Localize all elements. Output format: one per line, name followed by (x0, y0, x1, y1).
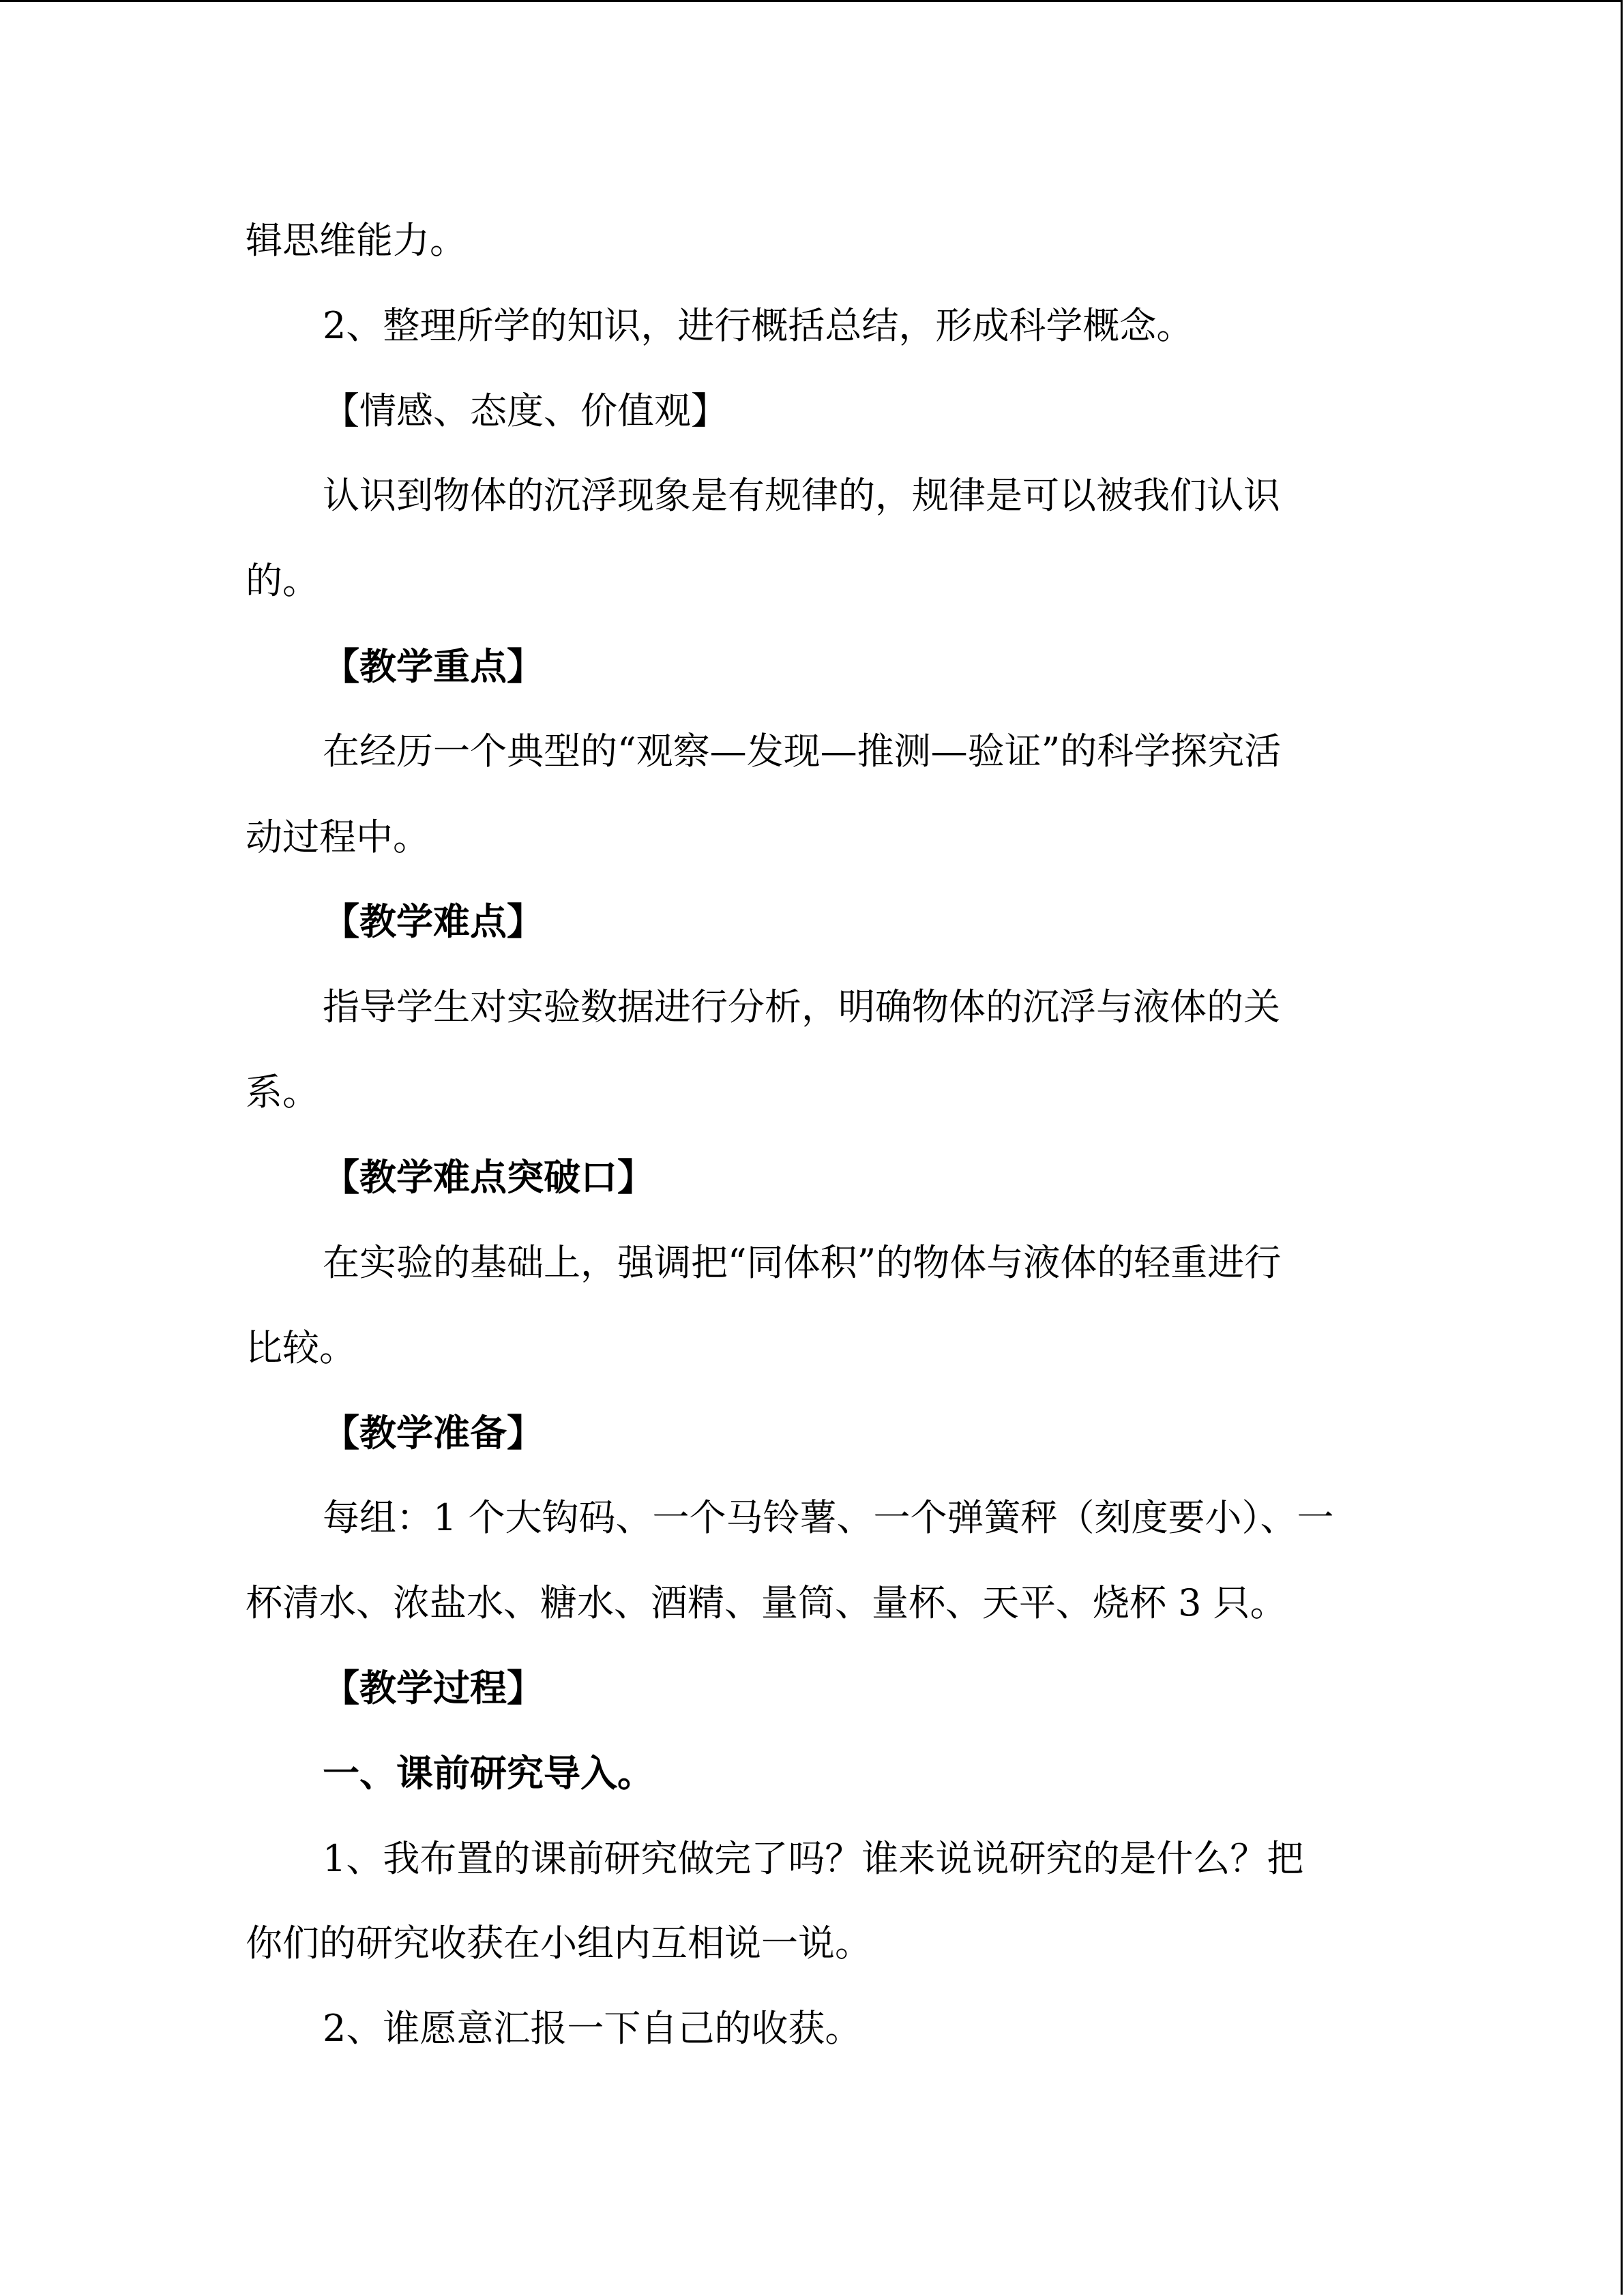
subsection-heading: 一、课前研究导入。 (323, 1752, 654, 1795)
paragraph-line: 系。 (246, 1071, 319, 1114)
paragraph-line: 杯清水、浓盐水、糖水、酒精、量筒、量杯、天平、烧杯 3 只。 (246, 1581, 1287, 1624)
section-heading-breakthrough: 【教学难点突破口】 (323, 1156, 654, 1199)
paragraph-line: 的。 (246, 559, 319, 602)
paragraph-line: 你们的研究收获在小组内互相说一说。 (246, 1922, 872, 1965)
paragraph-line: 动过程中。 (246, 816, 430, 859)
paragraph-line: 认识到物体的沉浮现象是有规律的，规律是可以被我们认识 (323, 474, 1280, 517)
paragraph-line: 每组：1 个大钩码、一个马铃薯、一个弹簧秤（刻度要小）、一 (323, 1496, 1334, 1539)
paragraph-line: 比较。 (246, 1326, 356, 1369)
section-heading-key-points: 【教学重点】 (323, 645, 544, 688)
paragraph-line: 在经历一个典型的“观察—发现—推测—验证”的科学探究活 (323, 730, 1282, 773)
section-heading-preparation: 【教学准备】 (323, 1412, 544, 1455)
paragraph-line: 辑思维能力。 (246, 219, 467, 262)
section-heading-difficulties: 【教学难点】 (323, 900, 544, 943)
paragraph-line: 2、整理所学的知识，进行概括总结，形成科学概念。 (323, 304, 1194, 347)
paragraph-line: 1、我布置的课前研究做完了吗？谁来说说研究的是什么？把 (323, 1837, 1304, 1880)
paragraph-line: 2、谁愿意汇报一下自己的收获。 (323, 2007, 862, 2050)
paragraph-line: 指导学生对实验数据进行分析，明确物体的沉浮与液体的关 (323, 985, 1280, 1028)
section-heading-affective: 【情感、态度、价值观】 (323, 389, 728, 432)
section-heading-process: 【教学过程】 (323, 1667, 544, 1710)
document-body (0, 2, 1621, 2295)
paragraph-line: 在实验的基础上，强调把“同体积”的物体与液体的轻重进行 (323, 1241, 1282, 1284)
